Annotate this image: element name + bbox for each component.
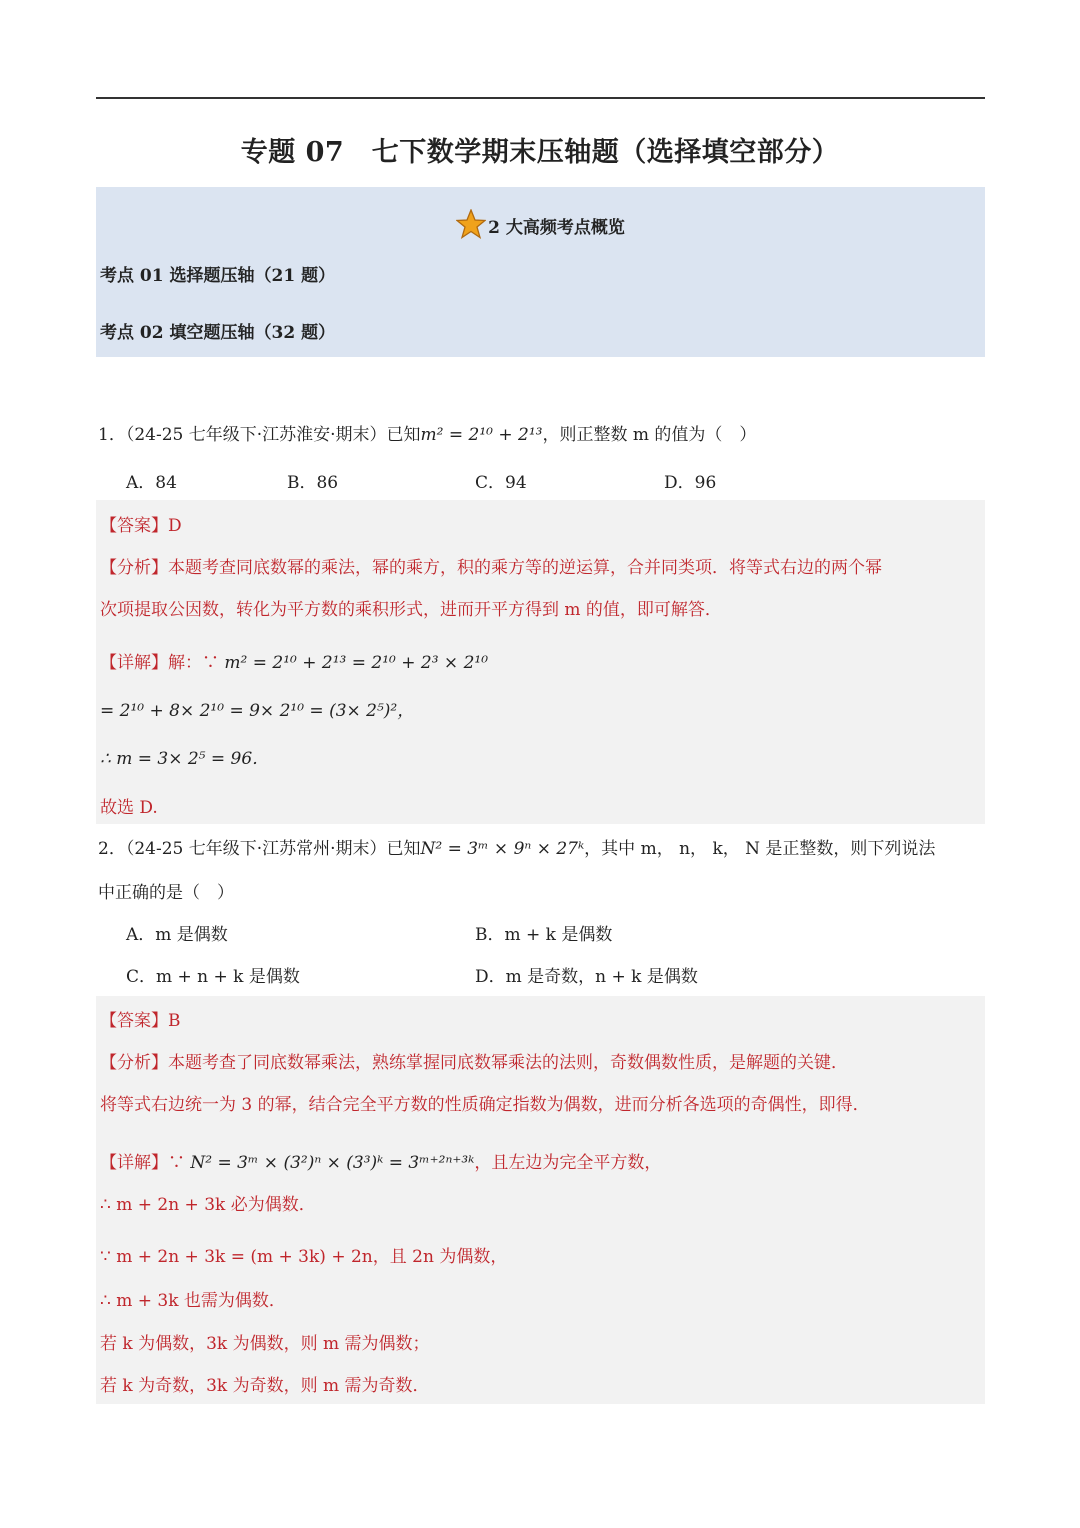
overview-item-2: 考点 02 填空题压轴（32 题） xyxy=(100,323,336,343)
q2-option-c: C．m + n + k 是偶数 xyxy=(126,967,300,987)
top-rule xyxy=(96,97,985,99)
q1-option-d: D．96 xyxy=(664,473,717,493)
q1-stem: 1．（24-25 七年级下·江苏淮安·期末）已知m² = 2¹⁰ + 2¹³，则正整数 m 的值为（ ） xyxy=(98,425,757,445)
q2-stem: 2．（24-25 七年级下·江苏常州·期末）已知N² = 3ᵐ × 9ⁿ × 27ᵏ，其中 m， n， k， N 是正整数，则下列说法 xyxy=(98,839,936,859)
q2-answer: 【答案】B xyxy=(100,1011,181,1031)
q1-detail-1: 【详解】解：∵ m² = 2¹⁰ + 2¹³ = 2¹⁰ + 2³ × 2¹⁰ xyxy=(100,653,489,673)
q2-formula: N² = 3ᵐ × 9ⁿ × 27ᵏ xyxy=(420,839,585,859)
q2-detail-6: 若 k 为奇数，3k 为奇数，则 m 需为奇数． xyxy=(100,1376,430,1396)
q1-option-c: C．94 xyxy=(475,473,527,493)
q1-analysis-1: 【分析】本题考查同底数幂的乘法，幂的乘方，积的乘方等的逆运算，合并同类项．将等式右边的两个幂 xyxy=(100,558,882,578)
q2-detail-5: 若 k 为偶数，3k 为偶数，则 m 需为偶数； xyxy=(100,1334,430,1354)
q1-solution-box xyxy=(96,500,985,824)
q2-option-a: A．m 是偶数 xyxy=(126,925,228,945)
q2-detail-1: 【详解】∵ N² = 3ᵐ × (3²)ⁿ × (3³)ᵏ = 3ᵐ⁺²ⁿ⁺³ᵏ，且左边为完全平方数， xyxy=(100,1153,662,1173)
star-icon xyxy=(456,209,486,244)
overview-heading-text: 2 大高频考点概览 xyxy=(488,218,625,238)
page-title: 专题 07 七下数学期末压轴题（选择填空部分） xyxy=(240,137,840,168)
q1-option-a: A．84 xyxy=(126,473,177,493)
q2-analysis-2: 将等式右边统一为 3 的幂，结合完全平方数的性质确定指数为偶数，进而分析各选项的奇偶性，即得． xyxy=(100,1095,870,1115)
q2-option-d: D．m 是奇数，n + k 是偶数 xyxy=(475,967,698,987)
q2-detail-2: ∴ m + 2n + 3k 必为偶数． xyxy=(100,1195,316,1215)
q1-answer: 【答案】D xyxy=(100,516,182,536)
q2-option-b: B．m + k 是偶数 xyxy=(475,925,613,945)
q2-analysis-1: 【分析】本题考查了同底数幂乘法，熟练掌握同底数幂乘法的法则，奇数偶数性质，是解题的关键． xyxy=(100,1053,848,1073)
q1-detail-2: = 2¹⁰ + 8× 2¹⁰ = 9× 2¹⁰ = (3× 2⁵)²， xyxy=(100,701,415,721)
overview-heading xyxy=(96,209,985,244)
q1-analysis-2: 次项提取公因数，转化为平方数的乘积形式，进而开平方得到 m 的值，即可解答． xyxy=(100,600,722,620)
q2-detail-3: ∵ m + 2n + 3k = (m + 3k) + 2n，且 2n 为偶数， xyxy=(100,1247,508,1267)
q1-conclusion: 故选 D. xyxy=(100,798,158,818)
q1-formula: m² = 2¹⁰ + 2¹³ xyxy=(420,425,543,445)
q2-solution-box xyxy=(96,996,985,1404)
q2-stem-line2: 中正确的是（ ） xyxy=(98,883,234,903)
overview-item-1: 考点 01 选择题压轴（21 题） xyxy=(100,266,336,286)
overview-box xyxy=(96,187,985,357)
q1-detail-3: ∴ m = 3× 2⁵ = 96． xyxy=(100,749,270,769)
q1-option-b: B．86 xyxy=(287,473,339,493)
q2-detail-4: ∴ m + 3k 也需为偶数． xyxy=(100,1291,286,1311)
